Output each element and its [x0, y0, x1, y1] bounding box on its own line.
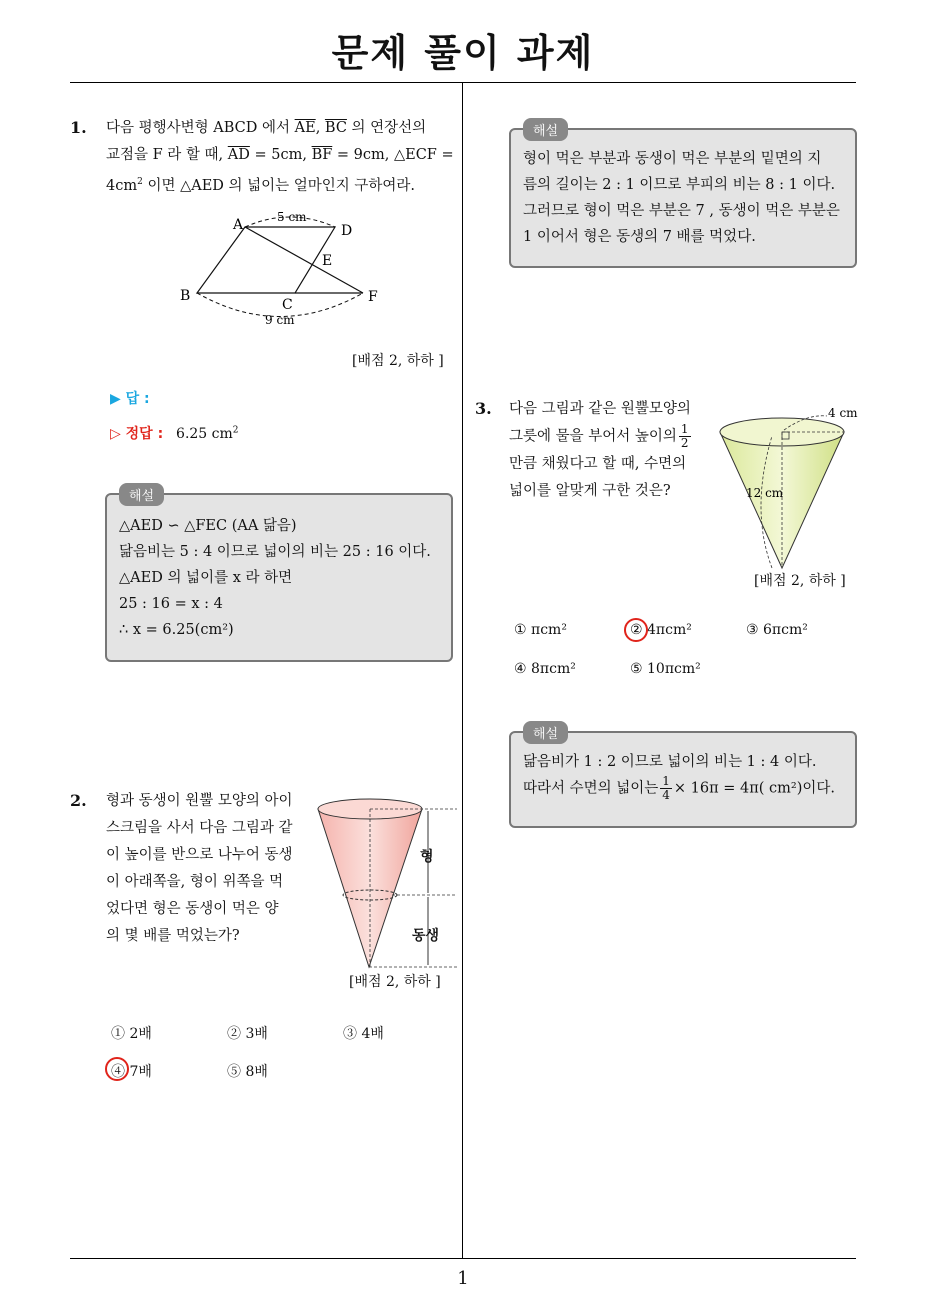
label-b: B	[180, 288, 191, 304]
explanation-line: 형이 먹은 부분과 동생이 먹은 부분의 밑면의 지	[523, 151, 822, 167]
question-3-line	[509, 423, 709, 451]
q2-option-3[interactable]: ③ 4배	[343, 1026, 384, 1042]
question-3-line: 만큼 채웠다고 할 때, 수면의	[509, 455, 687, 472]
explanation-line: △AED ∽ △FEC (AA 닮음)	[119, 518, 297, 534]
text-part: = 5cm,	[249, 147, 312, 163]
column-divider	[462, 83, 463, 1258]
parallelogram-figure	[175, 205, 385, 330]
label-e: E	[322, 253, 333, 269]
upper-label: 형	[420, 849, 434, 865]
q2-option-4[interactable]: ④ 7배	[111, 1064, 152, 1080]
label-c: C	[282, 297, 293, 313]
question-3-text	[509, 396, 709, 505]
superscript: 2	[137, 177, 143, 187]
question-2-line: 스크림을 사서 다음 그림과 같	[106, 820, 293, 836]
text-part: 이면 △AED 의 넓이는 얼마인지 구하여라.	[142, 177, 416, 194]
text-part: 4cm	[106, 177, 138, 194]
explanation-box-q3	[509, 727, 857, 828]
fraction-numerator: 1	[680, 422, 689, 436]
top-length-label: 5 cm	[277, 210, 307, 224]
segment-bc: $\overline{BC}$	[324, 120, 347, 136]
question-2-text	[106, 788, 306, 950]
segment-ad: $\overline{AD}$	[227, 147, 250, 163]
explanation-line: 1 이어서 형은 동생의 7 배를 먹었다.	[523, 229, 756, 245]
q2-option-2[interactable]: ② 3배	[227, 1026, 268, 1042]
question-2-line: 의 몇 배를 먹었는가?	[106, 928, 240, 944]
label-d: D	[341, 223, 353, 239]
question-3-score: [배점 2, 하하 ]	[754, 573, 846, 589]
correct-answer-value: 6.25 cm	[176, 426, 233, 442]
answer-label: ▶ 답 :	[110, 391, 150, 407]
question-3-line: 넓이를 알맞게 구한 것은?	[509, 482, 671, 499]
fraction-numerator: 1	[662, 774, 670, 788]
fraction-denominator: 2	[680, 436, 689, 450]
explanation-tag: 해설	[523, 721, 568, 744]
explanation-body	[523, 749, 845, 802]
page-title: 문제 풀이 과제	[331, 31, 595, 75]
height-label: 12 cm	[746, 486, 784, 500]
header-rule	[70, 82, 856, 83]
question-2-line: 이 높이를 반으로 나누어 동생	[106, 847, 293, 863]
fraction-one-half	[679, 423, 691, 450]
explanation-tag: 해설	[523, 118, 568, 141]
correct-answer-row	[110, 423, 239, 443]
text-part: 따라서 수면의 넓이는	[523, 780, 659, 797]
question-2-line: 었다면 형은 동생이 먹은 양	[106, 901, 279, 917]
question-1-line-1	[106, 115, 456, 142]
fraction-one-quarter	[660, 775, 672, 802]
explanation-body	[119, 513, 441, 643]
explanation-line: 름의 길이는 2 : 1 이므로 부피의 비는 8 : 1 이다.	[523, 177, 836, 193]
text-part: 다음 평행사변형 ABCD 에서	[106, 120, 295, 136]
question-1-score: [배점 2, 하하 ]	[352, 353, 444, 369]
explanation-line: 닮음비가 1 : 2 이므로 넓이의 비는 1 : 4 이다.	[523, 754, 817, 770]
question-2-line: 이 아래쪽을, 형이 위쪽을 먹	[106, 874, 284, 890]
question-3-line: 다음 그림과 같은 원뿔모양의	[509, 401, 691, 417]
segment-ae: $\overline{AE}$	[294, 120, 316, 136]
text-part: = 9cm, △ECF =	[332, 147, 454, 163]
segment-bf: $\overline{BF}$	[311, 147, 333, 163]
q2-option-1[interactable]: ① 2배	[111, 1026, 152, 1042]
question-1-number: 1.	[70, 118, 87, 137]
question-2-line: 형과 동생이 원뿔 모양의 아이	[106, 793, 293, 809]
explanation-line: 그러므로 형이 먹은 부분은 7 , 동생이 먹은 부분은	[523, 203, 840, 219]
selected-answer-mark	[624, 618, 648, 642]
page-number: 1	[457, 1268, 469, 1289]
question-3-number: 3.	[475, 399, 492, 418]
text-part: 의 연장선의	[346, 120, 427, 136]
explanation-line: 25 : 16 = x : 4	[119, 596, 223, 612]
text-part: 그릇에 물을 부어서 높이의	[509, 428, 677, 445]
explanation-line: 닮음비는 5 : 4 이므로 넓이의 비는 25 : 16 이다.	[119, 544, 431, 560]
parallelogram-shape	[197, 227, 335, 293]
lower-label: 동생	[412, 928, 440, 944]
question-1-line-2	[106, 142, 456, 169]
explanation-tag: 해설	[119, 483, 164, 506]
text-part: 교점을 F 라 할 때,	[106, 147, 228, 163]
q3-option-2[interactable]: ② 4πcm²	[630, 622, 692, 638]
question-1-line-3	[106, 169, 456, 200]
correct-answer-label: ▷ 정답 :	[110, 426, 164, 442]
text-part: ,	[315, 120, 325, 136]
label-f: F	[368, 289, 378, 305]
superscript: 2	[232, 425, 239, 436]
explanation-box-q2	[509, 124, 857, 268]
explanation-body	[523, 146, 845, 250]
q3-option-4[interactable]: ④ 8πcm²	[514, 661, 576, 677]
label-a: A	[233, 217, 244, 233]
question-2-score: [배점 2, 하하 ]	[349, 974, 441, 990]
explanation-box-q1	[105, 489, 453, 662]
question-2-number: 2.	[70, 791, 87, 810]
water-cone-figure	[712, 400, 862, 572]
selected-answer-mark	[105, 1057, 129, 1081]
question-1-text	[106, 115, 456, 200]
ice-cream-cone-figure	[312, 795, 462, 973]
explanation-line: ∴ x = 6.25(cm²)	[119, 622, 234, 638]
text-part: × 16π = 4π( cm²)이다.	[673, 780, 836, 797]
explanation-line: △AED 의 넓이를 x 라 하면	[119, 570, 293, 586]
q3-option-5[interactable]: ⑤ 10πcm²	[630, 661, 701, 677]
q3-option-1[interactable]: ① πcm²	[514, 622, 567, 638]
cone-body	[318, 809, 422, 967]
q2-option-5[interactable]: ⑤ 8배	[227, 1064, 268, 1080]
q3-option-3[interactable]: ③ 6πcm²	[746, 622, 808, 638]
footer-rule	[70, 1258, 856, 1259]
explanation-line	[523, 775, 845, 802]
radius-label: 4 cm	[828, 406, 858, 420]
fraction-denominator: 4	[662, 788, 670, 802]
bottom-length-label: 9 cm	[265, 313, 295, 327]
